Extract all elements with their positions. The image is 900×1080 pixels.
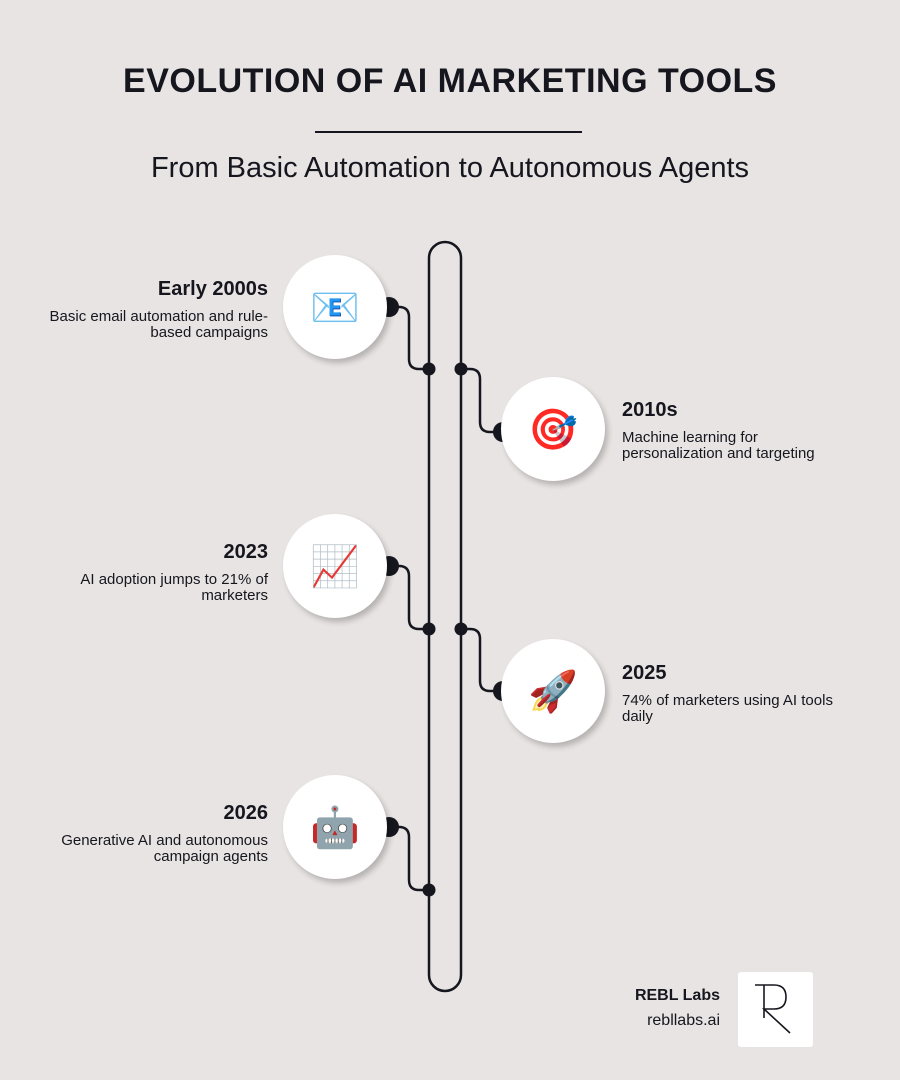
milestone-icon-circle	[501, 377, 605, 481]
track-node	[423, 363, 436, 376]
target-icon: 🎯	[528, 406, 578, 453]
milestone-label	[38, 801, 268, 865]
connector-line	[461, 629, 503, 691]
milestone-description: Machine learning for personalization and targeting	[622, 429, 815, 462]
milestone-label	[622, 661, 842, 725]
brand-logo	[738, 972, 813, 1047]
milestone-year: Early 2000s	[157, 278, 268, 300]
milestone-year: 2025	[622, 662, 667, 684]
brand-name: REBL Labs	[634, 987, 720, 1004]
milestone-label	[38, 277, 268, 341]
milestone-description: Generative AI and autonomous campaign agents	[61, 832, 268, 865]
milestone-year: 2010s	[622, 399, 678, 421]
milestone-icon-circle	[283, 775, 387, 879]
connector-line	[389, 827, 429, 890]
track-node	[423, 623, 436, 636]
track-node	[423, 884, 436, 897]
milestone-icon-circle	[283, 255, 387, 359]
milestone-description: AI adoption jumps to 21% of marketers	[80, 571, 268, 604]
brand-url: rebllabs.ai	[647, 1012, 720, 1029]
milestone-description: 74% of marketers using AI tools daily	[622, 692, 833, 725]
infographic-subtitle: From Basic Automation to Autonomous Agents	[150, 152, 750, 184]
connector-line	[389, 307, 429, 369]
rebl-logo-icon	[738, 972, 813, 1047]
email-icon: 📧	[310, 284, 360, 331]
track-node	[455, 363, 468, 376]
milestone-year: 2026	[223, 802, 268, 824]
connector-line	[461, 369, 503, 432]
timeline-track	[429, 242, 461, 991]
track-node	[455, 623, 468, 636]
infographic-title: EVOLUTION OF AI MARKETING TOOLS	[123, 62, 777, 100]
milestone-description: Basic email automation and rule-based campaigns	[49, 308, 268, 341]
connector-line	[389, 566, 429, 629]
milestone-year: 2023	[223, 541, 268, 563]
milestone-label	[622, 398, 842, 462]
robot-icon: 🤖	[310, 804, 360, 851]
milestone-icon-circle	[283, 514, 387, 618]
rocket-icon: 🚀	[528, 668, 578, 715]
chart-increasing-icon: 📈	[310, 543, 360, 590]
milestone-icon-circle	[501, 639, 605, 743]
milestone-label	[38, 540, 268, 604]
